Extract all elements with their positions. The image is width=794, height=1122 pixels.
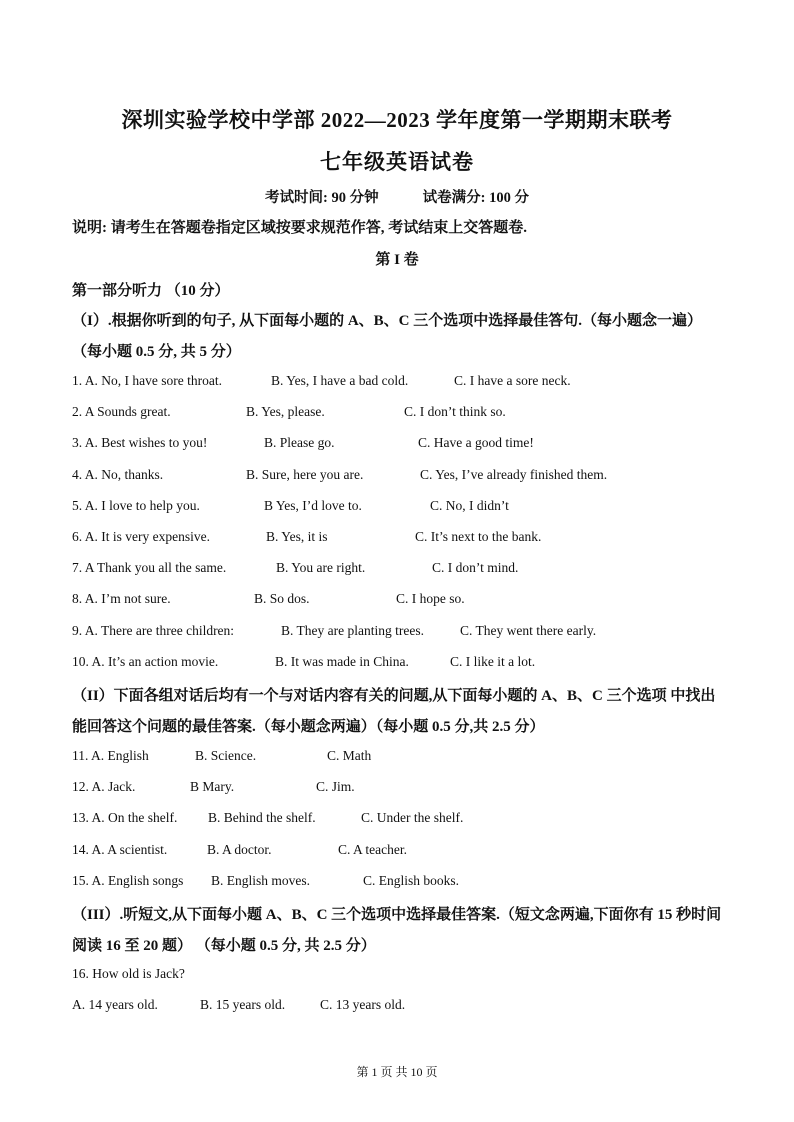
option-c: C. I have a sore neck. xyxy=(454,373,571,388)
exam-meta xyxy=(0,186,794,207)
option-a: 4. A. No, thanks. xyxy=(72,466,164,482)
question-row xyxy=(72,842,722,862)
option-b: B. Sure, here you are. xyxy=(246,466,364,482)
option-a: 14. A. A scientist. xyxy=(72,841,168,857)
instructions: 说明: 请考生在答题卷指定区域按要求规范作答, 考试结束上交答题卷. xyxy=(72,220,527,236)
option-a: 10. A. It’s an action movie. xyxy=(72,653,219,669)
question-row xyxy=(72,404,722,424)
volume-label: 第 I 卷 xyxy=(375,252,419,268)
page-footer: 第 1 页 共 10 页 xyxy=(356,1065,438,1079)
question-row xyxy=(72,467,722,487)
option-c: C. I hope so. xyxy=(396,591,465,607)
option-a: 12. A. Jack. xyxy=(72,779,136,795)
option-b: B. Please go. xyxy=(264,435,335,451)
question-row xyxy=(72,498,722,518)
option-c: C. Under the shelf. xyxy=(361,810,464,826)
option-c: C. Have a good time! xyxy=(418,435,534,451)
question-row xyxy=(72,748,722,768)
question-row xyxy=(72,779,722,799)
exam-time: 考试时间: 90 分钟 xyxy=(265,190,379,206)
option-c: C. 13 years old. xyxy=(320,997,406,1012)
option-a: 8. A. I’m not sure. xyxy=(72,591,171,607)
question-row xyxy=(72,654,722,674)
question-16-stem: 16. How old is Jack? xyxy=(72,966,185,981)
option-b: B Mary. xyxy=(190,779,235,795)
option-a: 15. A. English songs xyxy=(72,872,184,888)
question-row xyxy=(72,373,722,393)
option-b: B. Yes, please. xyxy=(246,404,325,420)
question-row xyxy=(72,435,722,455)
option-c: C. English books. xyxy=(363,872,460,888)
option-a: 6. A. It is very expensive. xyxy=(72,529,210,544)
option-b: B. Behind the shelf. xyxy=(208,810,316,826)
section1-title: （I）.根据你听到的句子, 从下面每小题的 A、B、C 三个选项中选择最佳答句.（每小题念一遍）（每小题 0.5 分, 共 5 分） xyxy=(72,313,703,360)
option-c: C. Math xyxy=(327,748,372,763)
section2-title: （II）下面各组对话后均有一个与对话内容有关的问题,从下面每小题的 A、B、C 三个选项 中找出能回答这个问题的最佳答案.（每小题念两遍）（每小题 0.5 分,共 2.5 分） xyxy=(72,688,716,735)
option-a: 13. A. On the shelf. xyxy=(72,810,178,826)
option-b: B. 15 years old. xyxy=(200,997,286,1012)
option-b: B. You are right. xyxy=(276,560,366,576)
option-a: 9. A. There are three children: xyxy=(72,622,235,638)
full-score: 试卷满分: 100 分 xyxy=(422,190,529,206)
section3-title: （III）.听短文,从下面每小题 A、B、C 三个选项中选择最佳答案.（短文念两遍,下面你有 15 秒时间阅读 16 至 20 题） （每小题 0.5 分, 共 2.5 分） xyxy=(72,907,722,954)
option-a: A. 14 years old. xyxy=(72,997,158,1012)
question-row xyxy=(72,560,722,580)
option-b: B. Science. xyxy=(195,748,257,763)
option-b: B. They are planting trees. xyxy=(281,622,424,638)
question-row xyxy=(72,529,722,549)
option-c: C. It’s next to the bank. xyxy=(415,529,542,544)
option-b: B. So dos. xyxy=(254,591,310,607)
option-c: C. No, I didn’t xyxy=(430,497,509,513)
question-row xyxy=(72,623,722,643)
option-c: C. They went there early. xyxy=(460,622,597,638)
option-a: 5. A. I love to help you. xyxy=(72,497,200,513)
part-one-title: 第一部分听力 （10 分） xyxy=(72,283,230,299)
option-a: 1. A. No, I have sore throat. xyxy=(72,373,222,388)
option-c: C. A teacher. xyxy=(338,841,407,857)
option-c: C. I like it a lot. xyxy=(450,653,536,669)
question-row xyxy=(72,591,722,611)
option-c: C. I don’t think so. xyxy=(404,404,506,420)
question-row xyxy=(72,810,722,830)
option-b: B. Yes, it is xyxy=(266,529,328,544)
exam-subtitle: 七年级英语试卷 xyxy=(320,150,474,174)
option-b: B. A doctor. xyxy=(207,841,272,857)
option-b: B. It was made in China. xyxy=(275,653,409,669)
option-a: 11. A. English xyxy=(72,748,149,763)
option-c: C. I don’t mind. xyxy=(432,560,519,576)
question-row xyxy=(72,873,722,893)
option-c: C. Yes, I’ve already finished them. xyxy=(420,466,608,482)
option-b: B. Yes, I have a bad cold. xyxy=(271,373,409,388)
option-a: 7. A Thank you all the same. xyxy=(72,560,227,576)
option-a: 2. A Sounds great. xyxy=(72,404,171,420)
option-c: C. Jim. xyxy=(316,779,355,795)
option-b: B. English moves. xyxy=(211,872,311,888)
exam-title: 深圳实验学校中学部 2022—2023 学年度第一学期期末联考 xyxy=(121,108,673,132)
question-16-options xyxy=(72,997,572,1017)
option-a: 3. A. Best wishes to you! xyxy=(72,435,208,451)
option-b: B Yes, I’d love to. xyxy=(264,497,362,513)
